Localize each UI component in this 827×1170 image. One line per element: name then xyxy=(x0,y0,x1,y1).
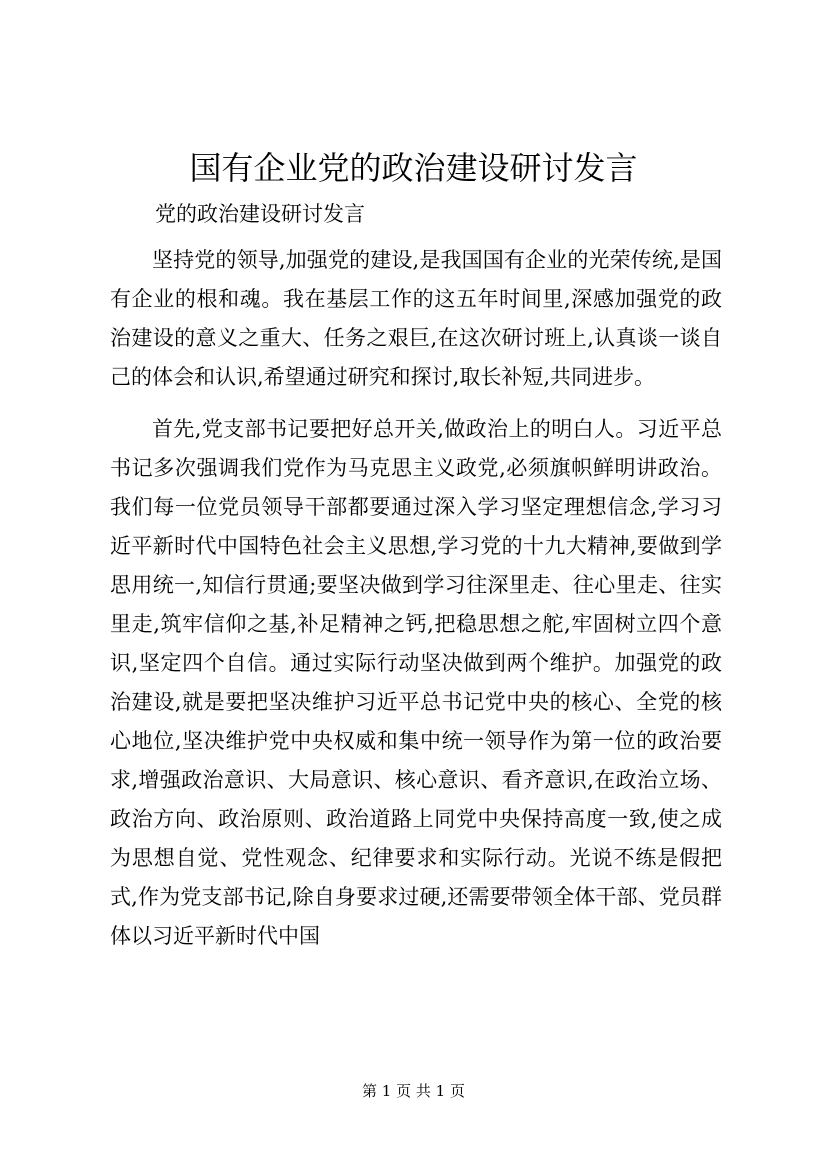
document-subtitle: 党的政治建设研讨发言 xyxy=(155,202,365,226)
document-title: 国有企业党的政治建设研讨发言 xyxy=(189,149,638,187)
paragraph: 坚持党的领导,加强党的建设,是我国国有企业的光荣传统,是国有企业的根和魂。我在基层工作的这五年时间里,深感加强党的政治建设的意义之重大、任务之艰巨,在这次研讨班上,认真谈一谈自己的体会和认识,希望通过研究和探讨,取长补短,共同进步。 xyxy=(110,248,722,389)
page-footer: 第 1 页 共 1 页 xyxy=(362,1082,465,1100)
document-body xyxy=(110,241,722,956)
paragraph: 首先,党支部书记要把好总开关,做政治上的明白人。习近平总书记多次强调我们党作为马克思主义政党,必须旗帜鲜明讲政治。我们每一位党员领导干部都要通过深入学习坚定理想信念,学习习近平新时代中国特色社会主义思想,学习党的十九大精神,要做到学思用统一,知信行贯通;要坚决做到学习往深里走、往心里走、往实里走,筑牢信仰之基,补足精神之钙,把稳思想之舵,牢固树立四个意识,坚定四个自信。通过实际行动坚决做到两个维护。加强党的政治建设,就是要把坚决维护习近平总书记党中央的核心、全党的核心地位,坚决维护党中央权威和集中统一领导作为第一位的政治要求,增强政治意识、大局意识、核心意识、看齐意识,在政治立场、政治方向、政治原则、政治道路上同党中央保持高度一致,使之成为思想自觉、党性观念、纪律要求和实际行动。光说不练是假把式,作为党支部书记,除自身要求过硬,还需要带领全体干部、党员群体以习近平新时代中国 xyxy=(110,417,722,948)
